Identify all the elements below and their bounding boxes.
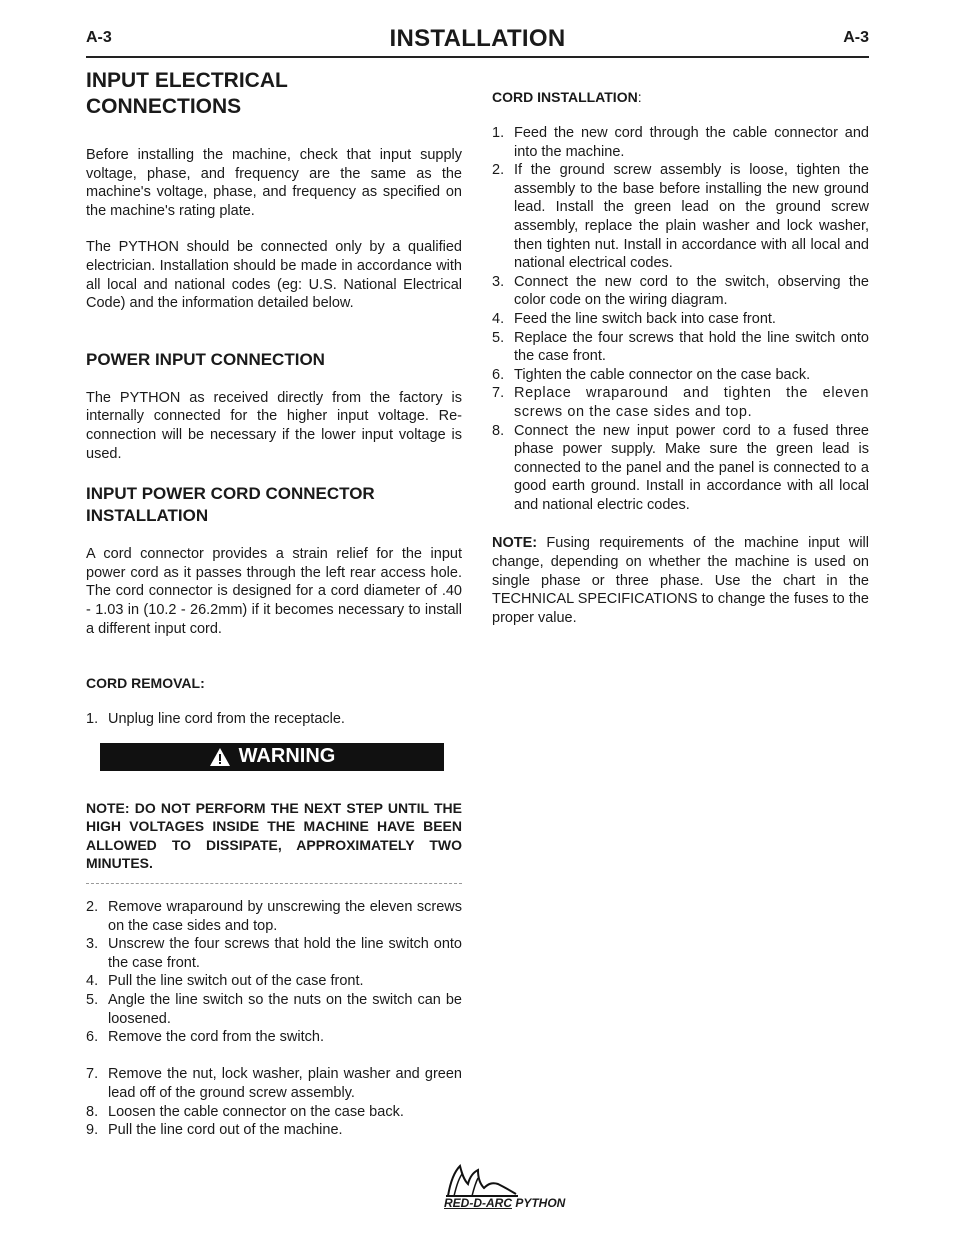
section-title-line1: INPUT ELECTRICAL bbox=[86, 69, 288, 92]
warning-triangle-icon bbox=[209, 747, 231, 767]
list-item bbox=[492, 124, 869, 161]
warning-banner bbox=[100, 743, 444, 771]
warning-note: NOTE: DO NOT PERFORM THE NEXT STEP UNTIL THE HIGH VOLTAGES INSIDE THE MACHINE HAVE BEEN ALLOWED TO DISSIPATE, APPROXIMATELY TWO MINUTES. bbox=[86, 799, 462, 872]
warning-label: WARNING bbox=[238, 745, 336, 768]
step-number: 8. bbox=[492, 422, 505, 439]
list-item bbox=[86, 710, 462, 729]
page-title: INSTALLATION bbox=[389, 25, 566, 52]
step-number: 7. bbox=[492, 385, 505, 402]
removal-steps-list bbox=[86, 898, 462, 1140]
list-item bbox=[86, 1028, 462, 1047]
install-steps-list bbox=[492, 124, 869, 514]
list-item bbox=[86, 991, 462, 1028]
step-text: Angle the line switch so the nuts on the switch can be loosened. bbox=[108, 992, 462, 1027]
cord-connector-heading bbox=[86, 483, 462, 527]
list-item bbox=[86, 1103, 462, 1122]
list-item bbox=[492, 329, 869, 366]
step-number: 5. bbox=[492, 329, 505, 346]
section-title-line2: CONNECTIONS bbox=[86, 95, 242, 118]
step-text: Replace wraparound and tighten the eleven screws on the case sides and top. bbox=[514, 385, 869, 420]
step-number: 4. bbox=[86, 973, 99, 990]
step-text: If the ground screw assembly is loose, tighten the assembly to the base before installing the new ground lead. Install the green lead on the ground screw assembly, replace the plain washer and lock washer, then tighten nut. Install in accordance with all local and national electrical codes. bbox=[514, 162, 869, 272]
right-column bbox=[492, 88, 869, 645]
intro-paragraph-1: Before installing the machine, check that input supply voltage, phase, and frequency are the same as the machine's voltage, phase, and frequency as specified on the machine's rating plate. bbox=[86, 147, 462, 219]
cord-connector-heading-line1: INPUT POWER CORD CONNECTOR bbox=[86, 484, 375, 504]
step-text: Feed the line switch back into case front. bbox=[514, 310, 776, 327]
step-number: 1. bbox=[86, 711, 99, 728]
step-text: Pull the line cord out of the machine. bbox=[108, 1122, 343, 1139]
removal-step-1-list bbox=[86, 710, 462, 729]
cord-install-colon: : bbox=[637, 89, 642, 105]
step-text: Feed the new cord through the cable connector and into the machine. bbox=[514, 125, 869, 160]
footer-logo bbox=[444, 1162, 584, 1212]
fusing-note bbox=[492, 534, 869, 627]
step-text: Pull the line switch out of the case front. bbox=[108, 973, 364, 990]
list-item bbox=[86, 1121, 462, 1140]
step-text: Replace the four screws that hold the line switch onto the case front. bbox=[514, 329, 869, 365]
step-text: Unscrew the four screws that hold the line switch onto the case front. bbox=[108, 936, 462, 971]
step-number: 6. bbox=[86, 1029, 99, 1046]
section-title bbox=[86, 68, 462, 120]
power-input-paragraph: The PYTHON as received directly from the factory is internally connected for the higher input voltage. Re-connection will be necessary if the lower input voltage is used. bbox=[86, 389, 462, 462]
step-number: 3. bbox=[86, 936, 99, 953]
list-item bbox=[492, 273, 869, 310]
step-number: 1. bbox=[492, 125, 505, 141]
note-text: Fusing requirements of the machine input will change, depending on whether the machine is used on single phase or three phase. Use the chart in the TECHNICAL SPECIFICATIONS to change the fuses to the proper value. bbox=[492, 535, 869, 626]
divider bbox=[86, 883, 462, 884]
step-number: 5. bbox=[86, 992, 99, 1009]
list-item bbox=[492, 422, 869, 515]
step-text: Remove the cord from the switch. bbox=[108, 1029, 324, 1046]
flame-logo-icon bbox=[444, 1162, 520, 1198]
product-name: PYTHON bbox=[512, 1196, 566, 1210]
list-item bbox=[492, 310, 869, 329]
step-number: 7. bbox=[86, 1066, 99, 1083]
step-text: Remove the nut, lock washer, plain washer and green lead off of the ground screw assembly. bbox=[108, 1066, 462, 1101]
step-text: Connect the new cord to the switch, observing the color code on the wiring diagram. bbox=[514, 273, 869, 309]
step-text: Unplug line cord from the receptacle. bbox=[108, 711, 345, 728]
step-number: 6. bbox=[492, 366, 505, 383]
note-label: NOTE: bbox=[492, 535, 538, 552]
step-text: Loosen the cable connector on the case back. bbox=[108, 1103, 404, 1120]
page-number-right: A-3 bbox=[843, 29, 869, 46]
page-header bbox=[86, 24, 869, 58]
cord-connector-paragraph: A cord connector provides a strain relief for the input power cord as it passes through the left rear access hole. The cord connector is designed for a cord diameter of .40 - 1.03 in (10.2 - 26.2mm) if it becomes necessary to install a different input cord. bbox=[86, 546, 462, 637]
step-number: 2. bbox=[86, 899, 99, 916]
list-item bbox=[492, 366, 869, 385]
list-item bbox=[86, 935, 462, 972]
brand-name: RED-D-ARC bbox=[444, 1196, 512, 1210]
power-input-heading: POWER INPUT CONNECTION bbox=[86, 349, 325, 369]
step-number: 8. bbox=[86, 1103, 99, 1120]
list-item bbox=[86, 972, 462, 991]
list-item bbox=[492, 384, 869, 421]
list-item bbox=[492, 161, 869, 273]
cord-install-heading bbox=[492, 88, 869, 106]
cord-install-heading-text: CORD INSTALLATION bbox=[492, 89, 638, 105]
step-number: 3. bbox=[492, 273, 505, 290]
list-item bbox=[86, 1065, 462, 1102]
footer-brand bbox=[444, 1196, 565, 1210]
step-text: Tighten the cable connector on the case back. bbox=[514, 366, 811, 383]
step-number: 9. bbox=[86, 1122, 99, 1139]
step-number: 4. bbox=[492, 310, 505, 327]
left-column bbox=[86, 68, 462, 1140]
intro-paragraph-2: The PYTHON should be connected only by a qualified electrician. Installation should be made in accordance with all local and national codes (eg: U.S. National Electrical Code) and the information detailed below. bbox=[86, 239, 462, 312]
list-item bbox=[86, 898, 462, 935]
step-text: Remove wraparound by unscrewing the eleven screws on the case sides and top. bbox=[108, 899, 462, 934]
step-text: Connect the new input power cord to a fused three phase power supply. Make sure the green lead is connected to the panel and the panel is connected to a good earth ground. Install in accordance with all local and national electric codes. bbox=[514, 422, 869, 513]
cord-connector-heading-line2: INSTALLATION bbox=[86, 506, 209, 526]
cord-removal-heading: CORD REMOVAL: bbox=[86, 675, 205, 692]
page-number-left: A-3 bbox=[86, 29, 112, 46]
step-number: 2. bbox=[492, 162, 505, 179]
